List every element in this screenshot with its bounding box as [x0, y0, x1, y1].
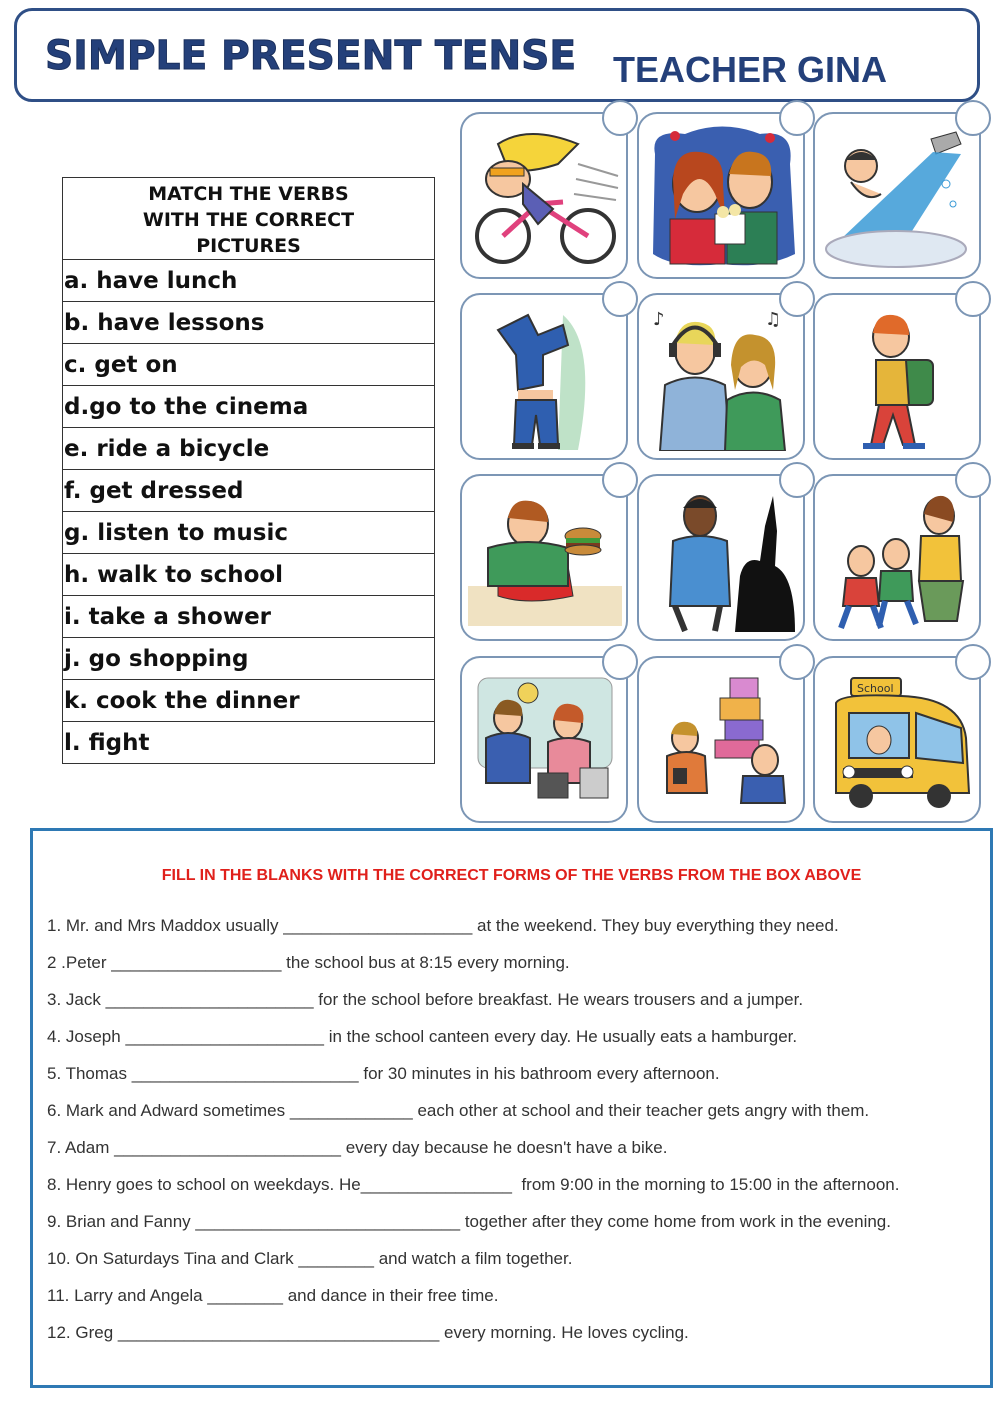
verbs-table-heading	[63, 178, 435, 260]
picture-card[interactable]	[813, 293, 981, 460]
page-title: SIMPLE PRESENT TENSE	[45, 33, 577, 79]
shower-icon	[821, 124, 975, 270]
sentence-item: 12. Greg __________________________________ every morning. He loves cycling.	[47, 1323, 689, 1342]
sentence-item: 8. Henry goes to school on weekdays. He________________ from 9:00 in the morning to 15:00 in the afternoon.	[47, 1175, 900, 1194]
sentence-item: 6. Mark and Adward sometimes _____________ each other at school and their teacher gets angry with them.	[47, 1101, 870, 1120]
music-listeners-icon	[645, 305, 799, 451]
verb-item: j. go shopping	[63, 638, 435, 680]
verb-item: b. have lessons	[63, 302, 435, 344]
sentence-item: 10. On Saturdays Tina and Clark ________ and watch a film together.	[47, 1249, 573, 1268]
svg-text:♪: ♪	[653, 309, 665, 330]
picture-card[interactable]	[813, 474, 981, 641]
picture-card[interactable]	[460, 656, 628, 823]
classroom-lesson-icon	[645, 486, 799, 632]
picture-card[interactable]	[637, 656, 805, 823]
picture-card[interactable]	[813, 112, 981, 279]
fill-in-box	[30, 828, 993, 1388]
cooking-couple-icon	[468, 668, 622, 814]
picture-grid	[458, 112, 988, 824]
sentence-item: 5. Thomas ________________________ for 30 minutes in his bathroom every afternoon.	[47, 1064, 720, 1083]
fighting-children-icon	[821, 486, 975, 632]
sentence-item: 7. Adam ________________________ every day because he doesn't have a bike.	[47, 1138, 668, 1157]
sentence-list	[47, 915, 899, 1359]
svg-text:♫: ♫	[765, 309, 782, 330]
picture-card[interactable]	[637, 293, 805, 460]
walking-student-icon	[821, 305, 975, 451]
sentence-item: 3. Jack ______________________ for the school before breakfast. He wears trousers and a jumper.	[47, 990, 804, 1009]
teacher-name: TEACHER GINA	[613, 49, 888, 90]
picture-card[interactable]	[460, 293, 628, 460]
shopping-couple-icon	[645, 668, 799, 814]
lunch-burger-icon	[468, 486, 622, 632]
sentence-item: 2 .Peter __________________ the school bus at 8:15 every morning.	[47, 953, 570, 972]
picture-card[interactable]	[460, 474, 628, 641]
verb-item: a. have lunch	[63, 260, 435, 302]
cinema-couple-icon	[645, 124, 799, 270]
picture-card[interactable]	[813, 656, 981, 823]
picture-card[interactable]	[460, 112, 628, 279]
verb-item: d.go to the cinema	[63, 386, 435, 428]
verb-item: e. ride a bicycle	[63, 428, 435, 470]
verb-item: c. get on	[63, 344, 435, 386]
sentence-item: 11. Larry and Angela ________ and dance in their free time.	[47, 1286, 499, 1305]
verb-item: f. get dressed	[63, 470, 435, 512]
school-bus-icon	[821, 668, 975, 814]
verbs-table	[62, 177, 435, 764]
heading-line: WITH THE CORRECT	[142, 208, 355, 231]
picture-card[interactable]	[637, 112, 805, 279]
verb-item: l. fight	[63, 722, 435, 764]
verb-item: g. listen to music	[63, 512, 435, 554]
dressing-boy-icon	[468, 305, 622, 451]
heading-line: MATCH THE VERBS	[148, 182, 349, 205]
verb-item: k. cook the dinner	[63, 680, 435, 722]
svg-text:School: School	[857, 682, 894, 695]
verb-item: i. take a shower	[63, 596, 435, 638]
verb-item: h. walk to school	[63, 554, 435, 596]
heading-line: PICTURES	[196, 234, 301, 257]
fill-in-instruction: FILL IN THE BLANKS WITH THE CORRECT FORMS OF THE VERBS FROM THE BOX ABOVE	[161, 867, 862, 884]
sentence-item: 4. Joseph _____________________ in the school canteen every day. He usually eats a hamburger.	[47, 1027, 798, 1046]
picture-card[interactable]	[637, 474, 805, 641]
sentence-item: 9. Brian and Fanny ____________________________ together after they come home from work in the evening.	[47, 1212, 891, 1231]
sentence-item: 1. Mr. and Mrs Maddox usually ____________________ at the weekend. They buy everything they need.	[47, 916, 839, 935]
header-frame	[14, 8, 980, 102]
cycling-boy-icon	[468, 124, 622, 270]
